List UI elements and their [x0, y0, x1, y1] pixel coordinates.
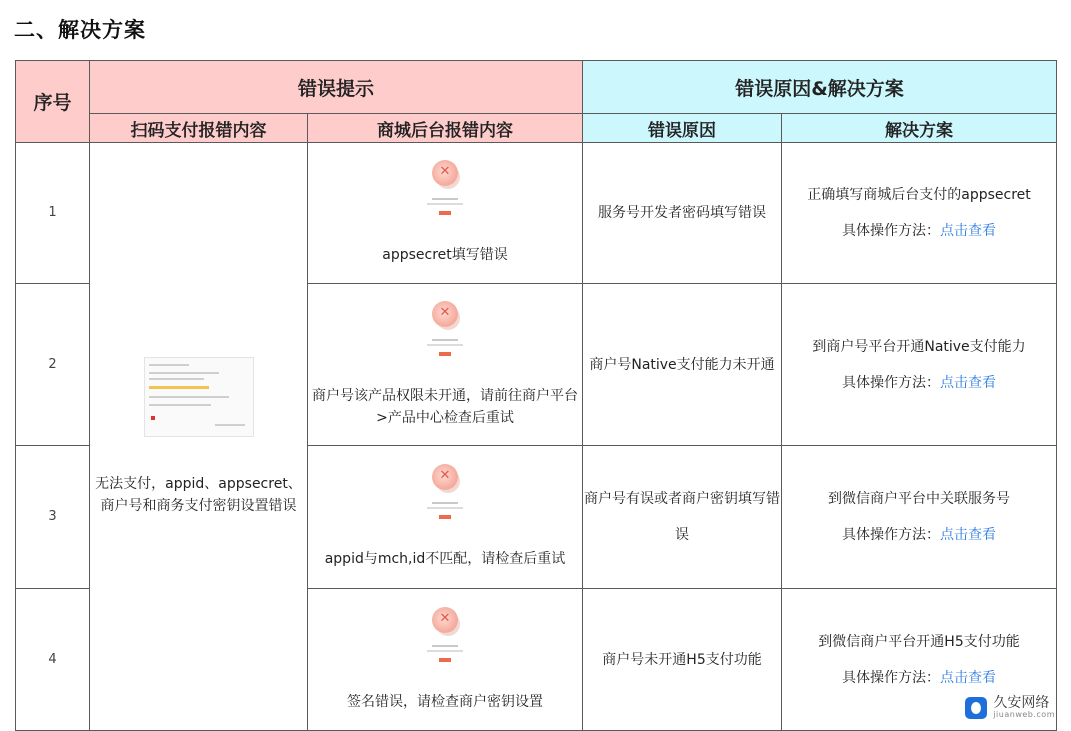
watermark-logo-icon: [965, 697, 987, 719]
row-index: 4: [16, 589, 90, 731]
section-title: 二、解决方案: [14, 18, 146, 42]
view-details-link[interactable]: 点击查看: [940, 527, 997, 543]
cause-cell: [583, 589, 782, 731]
method-line: [782, 213, 1056, 249]
backend-error-cell: [308, 589, 583, 731]
error-image: [420, 301, 470, 371]
header-error-tips: 错误提示: [90, 61, 583, 114]
watermark: [965, 696, 1055, 719]
solution-cell: [782, 284, 1057, 446]
solution-cell: [782, 143, 1057, 284]
row-index: 2: [16, 284, 90, 446]
backend-error-cell: [308, 446, 583, 589]
table-row: [16, 143, 1057, 284]
cause-cell: [583, 143, 782, 284]
method-line: [782, 660, 1056, 696]
row-index: 3: [16, 446, 90, 589]
backend-error-text: 商户号该产品权限未开通，请前往商户平台>产品中心检查后重试: [312, 387, 578, 426]
backend-error-cell: [308, 143, 583, 284]
backend-error-cell: [308, 284, 583, 446]
cause-cell: [583, 284, 782, 446]
view-details-link[interactable]: 点击查看: [940, 374, 997, 391]
method-label: 具体操作方法：: [842, 374, 941, 391]
solution-table: [15, 60, 1057, 731]
method-line: [782, 517, 1056, 553]
solution-text: 到商户号平台开通Native支付能力: [812, 338, 1026, 355]
cause-text: 商户号未开通H5支付功能: [602, 651, 762, 668]
error-image: [420, 464, 470, 534]
solution-text: 到微信商户平台中关联服务号: [828, 491, 1011, 507]
header-cause-solution: 错误原因&解决方案: [583, 61, 1057, 114]
scan-pay-error-text: 无法支付，appid、appsecret、商户号和商务支付密钥设置错误: [95, 475, 302, 514]
solution-text: 正确填写商城后台支付的appsecret: [807, 187, 1031, 203]
cause-text: 商户号Native支付能力未开通: [589, 356, 775, 373]
cause-cell: [583, 446, 782, 589]
backend-error-text: 签名错误，请检查商户密钥设置: [347, 693, 543, 710]
method-label: 具体操作方法：: [842, 223, 941, 239]
view-details-link[interactable]: 点击查看: [940, 223, 997, 239]
header-mall-backend-error: 商城后台报错内容: [308, 114, 583, 143]
cause-text: 服务号开发者密码填写错误: [598, 205, 767, 221]
header-solution: 解决方案: [782, 114, 1057, 143]
backend-error-text: appsecret填写错误: [382, 247, 508, 263]
solution-text: 到微信商户平台开通H5支付功能: [818, 633, 1020, 650]
backend-error-text: appid与mch,id不匹配，请检查后重试: [324, 551, 566, 567]
header-index: 序号: [16, 61, 90, 143]
error-image: [420, 607, 470, 677]
method-label: 具体操作方法：: [842, 669, 941, 686]
row-index: 1: [16, 143, 90, 284]
header-scan-pay-error: 扫码支付报错内容: [90, 114, 308, 143]
method-label: 具体操作方法：: [842, 527, 941, 543]
method-line: [782, 365, 1056, 401]
scan-pay-error-cell: [90, 143, 308, 731]
watermark-name: 久安网络: [993, 695, 1050, 711]
solution-cell: [782, 446, 1057, 589]
watermark-domain: jiuanweb.com: [993, 710, 1055, 719]
view-details-link[interactable]: 点击查看: [940, 669, 997, 686]
scan-pay-error-screenshot: [144, 357, 254, 437]
cause-text: 商户号有误或者商户密钥填写错误: [584, 491, 781, 543]
header-cause: 错误原因: [583, 114, 782, 143]
error-image: [420, 160, 470, 230]
